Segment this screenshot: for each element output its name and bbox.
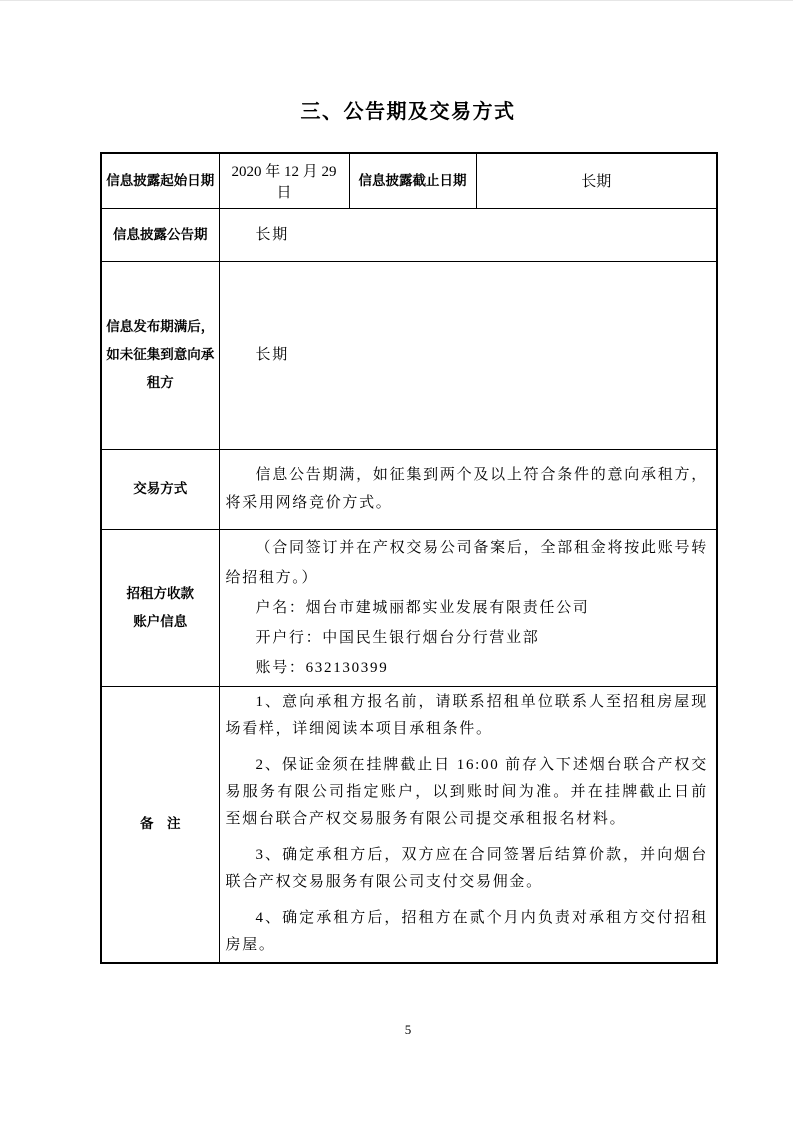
landlord-account-label	[101, 529, 219, 686]
landlord-account-name: 户名：烟台市建城丽都实业发展有限责任公司	[255, 599, 590, 616]
announcement-period-value-cell	[219, 208, 717, 261]
row-announcement-period	[101, 208, 717, 261]
row-no-intent-found	[101, 261, 717, 449]
row-landlord-account	[101, 529, 717, 686]
landlord-account-bank: 开户行：中国民生银行烟台分行营业部	[255, 629, 540, 646]
disclosure-end-value: 长期	[476, 153, 717, 208]
no-intent-found-value-cell	[219, 261, 717, 449]
landlord-account-label-line1: 招租方收款	[126, 585, 194, 601]
landlord-account-value-cell	[219, 529, 717, 686]
landlord-account-number: 账号：632130399	[255, 659, 389, 676]
no-intent-found-label: 信息发布期满后，如未征集到意向承租方	[101, 261, 219, 449]
disclosure-end-label: 信息披露截止日期	[349, 153, 476, 208]
row-disclosure-dates	[101, 153, 717, 208]
remark-item-2: 2、保证金须在挂牌截止日 16:00 前存入下述烟台联合产权交易服务有限公司指定账户，以到账时间为准。并在挂牌截止日前至烟台联合产权交易服务有限公司提交承租报名材料。	[225, 757, 708, 828]
row-transaction-method	[101, 449, 717, 529]
page-number: 5	[404, 1022, 412, 1037]
page-title: 三、公告期及交易方式	[300, 101, 516, 123]
page-top-edge	[0, 0, 793, 1]
no-intent-found-value: 长期	[255, 347, 289, 363]
transaction-method-label: 交易方式	[101, 449, 219, 529]
disclosure-start-label: 信息披露起始日期	[101, 153, 219, 208]
remarks-label: 备 注	[101, 686, 219, 963]
disclosure-start-value: 2020 年 12 月 29 日	[219, 153, 349, 208]
announcement-period-value: 长期	[255, 226, 289, 243]
remark-item-4: 4、确定承租方后，招租方在贰个月内负责对承租方交付招租房屋。	[225, 910, 708, 954]
transaction-method-value: 信息公告期满，如征集到两个及以上符合条件的意向承租方，将采用网络竞价方式。	[225, 467, 708, 511]
remark-item-1: 1、意向承租方报名前，请联系招租单位联系人至招租房屋现场看样，详细阅读本项目承租条件。	[225, 694, 708, 738]
transaction-method-value-cell	[219, 449, 717, 529]
remark-item-3: 3、确定承租方后，双方应在合同签署后结算价款，并向烟台联合产权交易服务有限公司支付交易佣金。	[225, 847, 708, 891]
remarks-value-cell	[219, 686, 717, 963]
landlord-account-label-line2: 账户信息	[133, 613, 188, 629]
announcement-table	[100, 152, 718, 964]
landlord-account-note: （合同签订并在产权交易公司备案后，全部租金将按此账号转给招租方。）	[225, 539, 708, 586]
row-remarks	[101, 686, 717, 963]
announcement-period-label: 信息披露公告期	[101, 208, 219, 261]
